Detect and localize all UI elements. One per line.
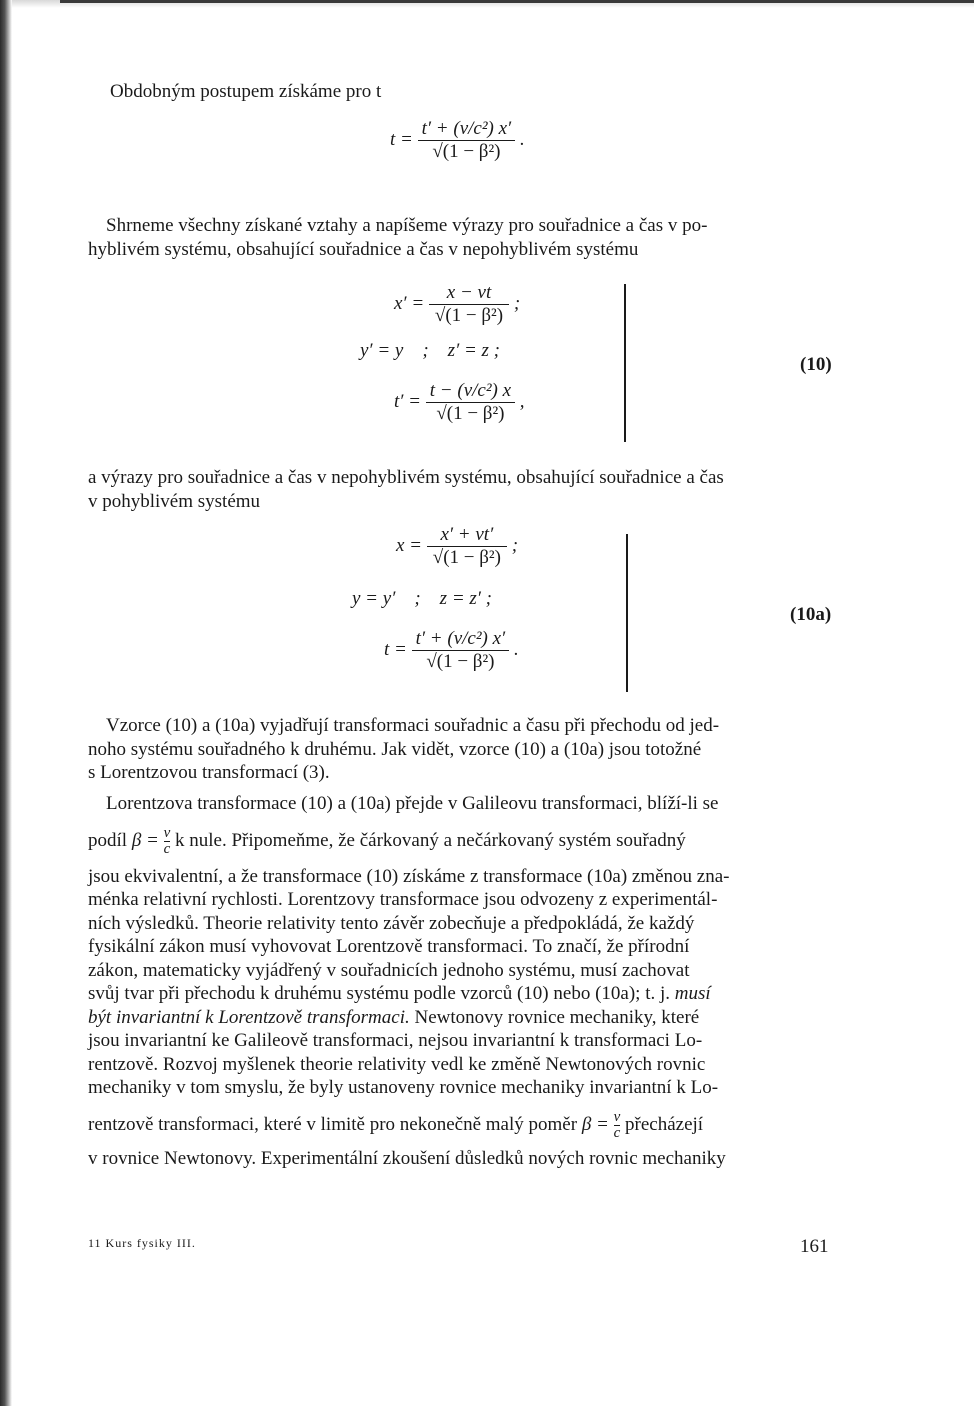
text: rentzově transformaci, které v limitě pro nekonečně malý poměr	[88, 1113, 578, 1135]
italic-text: být invariantní k Lorentzově transformaci.	[88, 1006, 410, 1028]
equation-label-10a: (10a)	[790, 604, 832, 625]
v-over-c-fraction	[164, 826, 171, 857]
system10a-t	[384, 628, 519, 673]
eq-denominator: √(1 − β²)	[418, 140, 516, 163]
eq-lhs: t =	[390, 128, 413, 150]
eq-end: .	[519, 128, 525, 150]
system10-yz: y′ = y ; z′ = z ;	[360, 340, 501, 361]
text: přecházejí	[625, 1113, 704, 1135]
eq-denominator: √(1 − β²)	[412, 650, 510, 673]
eq-lhs: t′ =	[394, 390, 422, 412]
v-over-c-fraction	[614, 1110, 621, 1141]
eq-numerator: x − vt	[446, 282, 492, 303]
paragraph-line: mechaniky v tom smyslu, že byly ustanoveny rovnice mechaniky invariantní k Lo-	[88, 1077, 719, 1098]
equation-label-10: (10)	[800, 354, 832, 375]
eq-fraction	[418, 118, 516, 163]
paragraph-lorentz	[88, 792, 836, 1170]
eq-fraction	[412, 628, 510, 673]
paragraph-line: ních výsledků. Theorie relativity tento závěr zobecňuje a předpokládá, že každý	[88, 912, 695, 934]
eq-numerator: t − (v/c²) x	[429, 380, 512, 401]
equation-t-inverse	[390, 118, 525, 163]
eq-end: ;	[513, 292, 521, 314]
paragraph-line: v pohyblivém systému	[88, 490, 261, 512]
paragraph-line	[88, 826, 836, 857]
system10-x	[394, 282, 520, 327]
paragraph-line: rentzově. Rozvoj myšlenek theorie relativity vedl ke změně Newtonových rovnic	[88, 1053, 706, 1075]
system10-brace	[624, 284, 626, 442]
paragraph-line	[88, 1006, 836, 1030]
text: svůj tvar při přechodu k druhému systému podle vzorců (10) nebo (10a); t. j.	[88, 983, 670, 1004]
eq-numerator: t′ + (v/c²) x′	[415, 628, 506, 649]
paragraph-line: noho systému souřadného k druhému. Jak vidět, vzorce (10) a (10a) jsou totožné	[88, 738, 702, 760]
italic-text: musí	[674, 983, 711, 1004]
footer-signature: 11 Kurs fysiky III.	[88, 1236, 196, 1250]
intro-line	[110, 80, 381, 104]
eq-lhs: x =	[396, 534, 423, 556]
paragraph-line	[88, 982, 836, 1006]
frac-num: v	[613, 1108, 621, 1125]
intro-text: Obdobným postupem získáme pro t	[110, 81, 382, 102]
system10a-x	[396, 524, 518, 569]
eq-denominator: √(1 − β²)	[427, 546, 507, 569]
text: podíl	[88, 829, 128, 851]
paragraph-summary	[88, 214, 836, 285]
frac-den: c	[163, 840, 171, 857]
paragraph-line	[88, 1110, 836, 1141]
eq-denominator: √(1 − β²)	[426, 402, 515, 425]
paragraph-line: fysikální zákon musí vyhovovat Lorentzově transformaci. To značí, že přírodní	[88, 936, 690, 957]
eq-numerator: x′ + vt′	[440, 524, 494, 545]
beta-symbol: β =	[131, 829, 159, 851]
paragraph-line: Vzorce (10) a (10a) vyjadřují transformaci souřadnic a času při přechodu od jed-	[106, 715, 720, 736]
eq-fraction	[426, 380, 515, 425]
eq-denominator: √(1 − β²)	[429, 304, 509, 327]
eq-end: .	[513, 638, 519, 660]
paragraph-line: ménka relativní rychlosti. Lorentzovy transformace jsou odvozeny z experimentál-	[88, 889, 718, 910]
system10a-brace	[626, 534, 628, 692]
paragraph-line: hyblivém systému, obsahující souřadnice a čas v nepohyblivém systému	[88, 238, 639, 260]
system10a-yz: y = y′ ; z = z′ ;	[352, 588, 493, 609]
paragraph-line: v rovnice Newtonovy. Experimentální zkoušení důsledků nových rovnic mechaniky	[88, 1147, 726, 1169]
paragraph-line: jsou ekvivalentní, a že transformace (10) získáme z transformace (10a) změnou zna-	[88, 865, 730, 887]
eq-lhs: x′ =	[394, 292, 425, 314]
eq-numerator: t′ + (v/c²) x′	[421, 118, 512, 139]
eq-end: ;	[511, 534, 519, 556]
text: k nule. Připomeňme, že čárkovaný a nečárkovaný systém souřadný	[175, 829, 686, 851]
eq-fraction	[427, 524, 507, 569]
beta-symbol: β =	[581, 1113, 609, 1135]
paragraph-line: Shrneme všechny získané vztahy a napíšeme výrazy pro souřadnice a čas v po-	[106, 215, 708, 236]
paragraph-line: zákon, matematicky vyjádřený v souřadnicích jednoho systému, musí zachovat	[88, 959, 690, 981]
eq-fraction	[429, 282, 509, 327]
eq-lhs: t =	[384, 638, 407, 660]
text: Newtonovy rovnice mechaniky, které	[414, 1006, 700, 1028]
paragraph-line: s Lorentzovou transformací (3).	[88, 762, 330, 783]
eq-end: ,	[519, 390, 525, 412]
system10-t	[394, 380, 525, 425]
paragraph-line: a výrazy pro souřadnice a čas v nepohyblivém systému, obsahující souřadnice a čas	[88, 467, 724, 488]
paragraph-line: Lorentzova transformace (10) a (10a) přejde v Galileovu transformaci, blíží-li se	[106, 793, 719, 814]
frac-num: v	[163, 824, 171, 841]
page-number: 161	[800, 1236, 829, 1257]
frac-den: c	[613, 1124, 621, 1141]
paragraph-line: jsou invariantní ke Galileově transformaci, nejsou invariantní k transformaci Lo-	[88, 1030, 703, 1051]
